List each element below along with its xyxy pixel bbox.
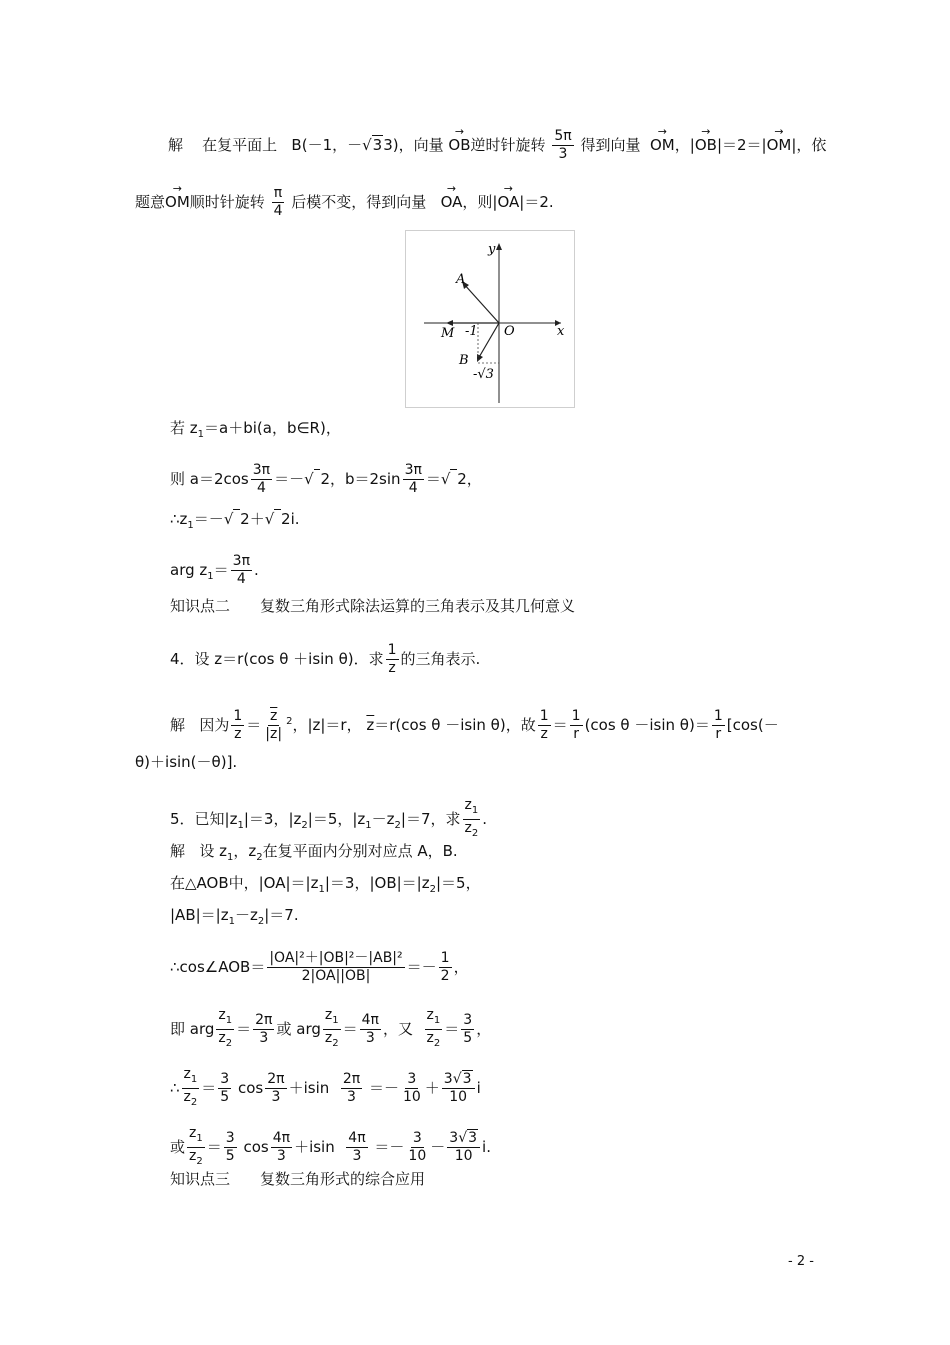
solution-5-line-3: $|AB|=|z_1-z_2|=7$. bbox=[170, 906, 299, 927]
label-neg1: -1 bbox=[465, 324, 478, 339]
solution-line-1: 解 在复平面上 B(－1，－√33)，向量 → OB逆时针旋转 $\frac{5\pi}{3}$ 得到向量 → OM，|→ OB|＝2＝|→ OM|，依 bbox=[168, 128, 826, 163]
vector-ob bbox=[478, 323, 499, 359]
line-z1-value: $\therefore z_1=-√$ 2＋√ 2i. bbox=[170, 510, 300, 531]
label-x: x bbox=[557, 324, 565, 339]
fraction-5pi-3: $\frac{5\pi}{3}$ bbox=[554, 128, 572, 162]
y-axis-arrow bbox=[496, 243, 502, 250]
label-y: y bbox=[488, 242, 496, 257]
question-4: 4．设 z＝r(cos θ ＋isin θ)．求 $\frac{1}{z}$ 的三角表示. bbox=[170, 642, 481, 676]
page-number: - 2 - bbox=[788, 1254, 814, 1269]
solution-5-result-2: 或 $\frac{z_1}{z_2}$ ＝ $\frac{3}{5}$ cos $\frac{4\pi}{3}$ ＋isin $\frac{4\pi}{3}$ ＝－ $\frac{3}{10}$ － $\frac{3√3}{10}$ i. bbox=[170, 1125, 491, 1167]
section-heading-2: 知识点二 复数三角形式除法运算的三角表示及其几何意义 bbox=[170, 597, 576, 615]
label-b: B bbox=[459, 353, 469, 368]
complex-plane-figure bbox=[405, 230, 575, 408]
solution-4-line-1: 解 因为 $\frac{1}{z}$ ＝ $\frac{\overline{z}}{|z|}$ $^2$，|z|＝r， $\overline{z}=r(\cos$ θ －isin θ)，故 $\frac{1}{z}$ ＝ $\frac{1}{r}$ (cos θ －isin θ)＝ $\frac{1}{r}$ [cos(－ bbox=[170, 708, 779, 742]
solution-5-result-1: ∴ $\frac{z_1}{z_2}$ ＝ $\frac{3}{5}$ cos $\frac{2\pi}{3}$ ＋isin $\frac{2\pi}{3}$ ＝－ $\frac{3}{10}$ ＋ $\frac{3√3}{10}$ i bbox=[170, 1066, 481, 1108]
label-m: M bbox=[441, 326, 455, 341]
solution-4-line-2: θ)＋isin(－θ)]. bbox=[135, 753, 238, 771]
solution-5-cos: ∴cos∠AOB＝ $\frac{\text{|OA|²＋|OB|²－|AB|²}}{2|OA||OB|}$ ＝－ $\frac{1}{2}$ ， bbox=[170, 950, 469, 984]
line-arg-z1: arg $z_1=$ $\frac{3\pi}{4}$ . bbox=[170, 553, 259, 587]
label-a: A bbox=[456, 272, 466, 287]
solution-5-line-1: 解 设 $z_1$，$z_2$在复平面内分别对应点 A，B. bbox=[170, 842, 458, 863]
fraction-pi-4: $\frac{\pi}{4}$ bbox=[273, 185, 283, 219]
label-origin: O bbox=[504, 324, 515, 339]
label-neg-sqrt3: -√3 bbox=[473, 367, 494, 382]
line-z1-def: 若 $z_1=a+bi(a$，b∈R)， bbox=[170, 419, 341, 440]
vector-oa bbox=[463, 283, 499, 323]
section-heading-3: 知识点三 复数三角形式的综合应用 bbox=[170, 1170, 426, 1188]
solution-5-line-2: 在△AOB中，$|OA|=|z_1|=3$，$|OB|=|z_2|=5$， bbox=[170, 874, 481, 895]
solution-5-arg: 即 arg $\frac{z_1}{z_2}$ ＝ $\frac{2\pi}{3}$ 或 arg $\frac{z_1}{z_2}$ ＝ $\frac{4\pi}{3}$ ，又 $\frac{z_1}{z_2}$ ＝ $\frac{3}{5}$ ， bbox=[170, 1007, 492, 1049]
question-5: 5．已知$|z_1|=3$，$|z_2|=5$，$|z_1-z_2|=7$，求 $\frac{z_1}{z_2}$ . bbox=[170, 797, 488, 839]
line-ab-values: 则 a＝2cos $\frac{3\pi}{4}$ ＝－√ 2，b＝2sin $\frac{3\pi}{4}$ ＝√ 2， bbox=[170, 462, 482, 496]
solution-line-2: 题意→ OM顺时针旋转 $\frac{\pi}{4}$ 后模不变，得到向量 → OA，则|→ OA|＝2. bbox=[135, 185, 554, 220]
complex-plane-svg bbox=[406, 231, 574, 407]
